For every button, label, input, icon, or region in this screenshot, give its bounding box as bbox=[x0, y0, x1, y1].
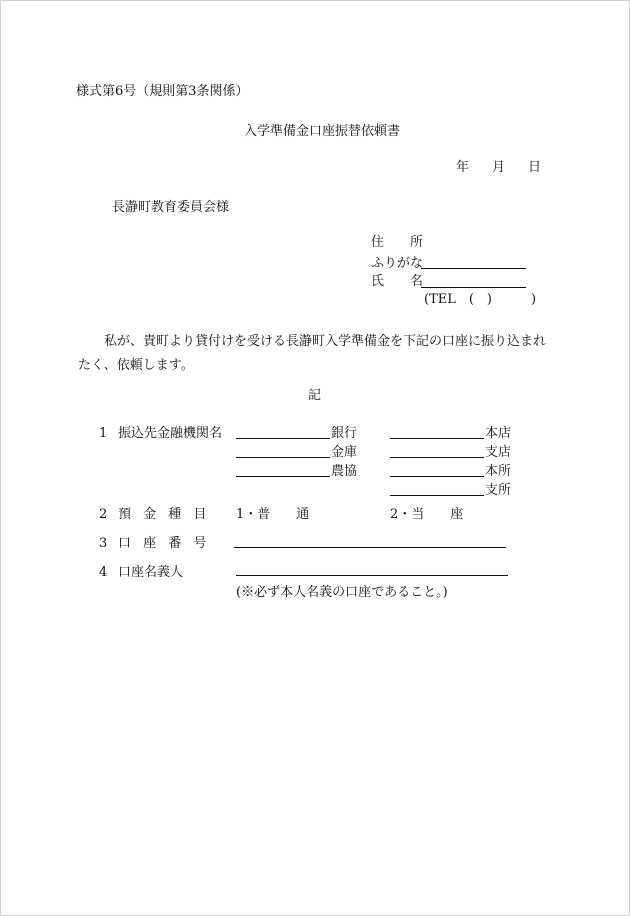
furigana-line[interactable] bbox=[421, 268, 526, 269]
branch-shiten: 支店 bbox=[485, 445, 512, 460]
date-month: 月 bbox=[492, 160, 506, 175]
deposit-type-label: 預 金 種 目 bbox=[118, 507, 211, 522]
form-title: 入学準備金口座振替依頼書 bbox=[244, 124, 401, 139]
name-line[interactable] bbox=[421, 287, 526, 288]
name-label: 氏 名 bbox=[371, 274, 424, 289]
date-year: 年 bbox=[456, 160, 470, 175]
tel-label: (TEL ( ) ) bbox=[424, 292, 537, 307]
bank-label: 振込先金融機関名 bbox=[118, 426, 223, 441]
date-day: 日 bbox=[528, 160, 542, 175]
branch-line-3[interactable] bbox=[390, 476, 484, 477]
branch-line-1[interactable] bbox=[390, 438, 484, 439]
bank-name-line-1[interactable] bbox=[236, 438, 330, 439]
bank-type-bank: 銀行 bbox=[331, 426, 358, 441]
item-number-1: 1 bbox=[99, 426, 108, 441]
deposit-option-toza[interactable]: 2・当 座 bbox=[390, 507, 464, 522]
bank-type-kinko: 金庫 bbox=[331, 445, 358, 460]
branch-line-2[interactable] bbox=[390, 457, 484, 458]
item-number-2: 2 bbox=[99, 507, 108, 522]
form-number: 様式第6号（規則第3条関係） bbox=[76, 84, 249, 99]
item-number-3: 3 bbox=[99, 536, 108, 551]
furigana-label: ふりがな bbox=[371, 256, 424, 271]
branch-line-4[interactable] bbox=[390, 495, 484, 496]
branch-shisho: 支所 bbox=[485, 483, 512, 498]
branch-honsho: 本所 bbox=[485, 464, 512, 479]
note-own-account: (※必ず本人名義の口座であること。) bbox=[236, 585, 448, 600]
item-number-4: 4 bbox=[99, 565, 108, 580]
account-holder-label: 口座名義人 bbox=[118, 565, 184, 580]
account-holder-line[interactable] bbox=[236, 575, 508, 576]
bank-type-nokyo: 農協 bbox=[331, 464, 358, 479]
deposit-option-futsu[interactable]: 1・普 通 bbox=[236, 507, 310, 522]
account-number-label: 口 座 番 号 bbox=[118, 536, 211, 551]
request-text: 私が、貴町より貸付けを受ける長瀞町入学準備金を下記の口座に振り込まれたく、依頼します。 bbox=[78, 334, 547, 373]
addressee: 長瀞町教育委員会様 bbox=[112, 200, 230, 215]
address-label: 住 所 bbox=[371, 235, 424, 250]
bank-name-line-3[interactable] bbox=[236, 476, 330, 477]
ki-label: 記 bbox=[308, 388, 322, 403]
bank-name-line-2[interactable] bbox=[236, 457, 330, 458]
branch-honten: 本店 bbox=[485, 426, 512, 441]
account-number-line[interactable] bbox=[234, 547, 506, 548]
